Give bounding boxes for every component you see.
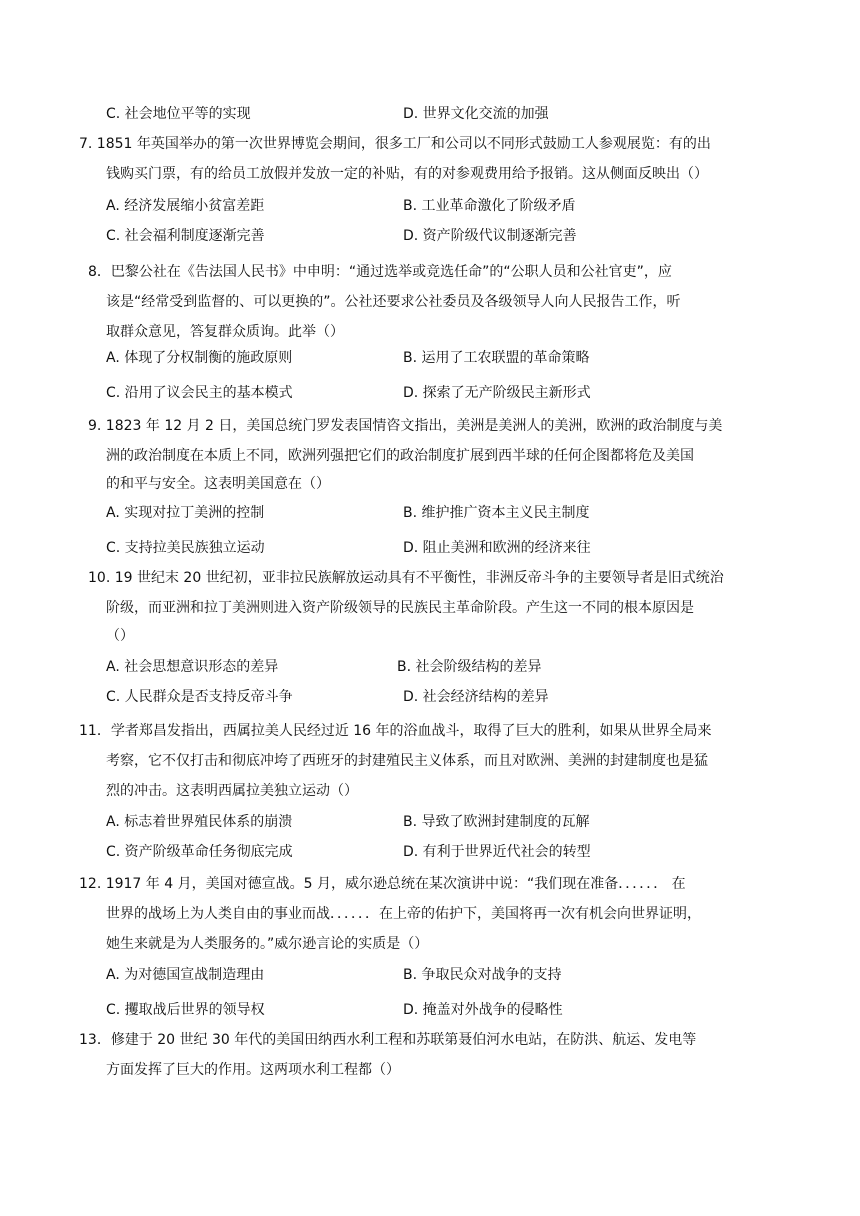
option-a: A. 标志着世界殖民体系的崩溃 bbox=[106, 814, 293, 830]
option-b: B. 导致了欧洲封建制度的瓦解 bbox=[403, 814, 590, 830]
option-a: A. 实现对拉丁美洲的控制 bbox=[106, 505, 265, 521]
option-b: B. 争取民众对战争的支持 bbox=[403, 967, 562, 983]
question-11-text: 11．学者郑昌发指出，西属拉美人民经过近 16 年的浴血战斗，取得了巨大的胜利，如果从世界全局来 bbox=[79, 723, 712, 739]
option-d: D. 掩盖对外战争的侵略性 bbox=[403, 1002, 563, 1018]
option-d: D. 资产阶级代议制逐渐完善 bbox=[403, 228, 577, 244]
question-8-text: 该是“经常受到监督的、可以更换的”。公社还要求公社委员及各级领导人向人民报告工作，听 bbox=[106, 294, 681, 310]
question-12-text: 世界的战场上为人类自由的事业而战．．．．．．在上帝的佑护下，美国将再一次有机会向世界证明， bbox=[106, 906, 701, 922]
question-11-text: 考察，它不仅打击和彻底冲垮了西班牙的封建殖民主义体系，而且对欧洲、美洲的封建制度也是猛 bbox=[106, 753, 708, 769]
option-d: D. 社会经济结构的差异 bbox=[403, 689, 549, 705]
question-8-text: 取群众意见，答复群众质询。此举（） bbox=[106, 324, 344, 340]
option-c: C. 人民群众是否支持反帝斗争 bbox=[106, 689, 293, 705]
option-c: C. 攫取战后世界的领导权 bbox=[106, 1002, 265, 1018]
question-9-text: 洲的政治制度在本质上不同，欧洲列强把它们的政治制度扩展到西半球的任何企图都将危及美国 bbox=[106, 448, 694, 464]
option-d: D. 阻止美洲和欧洲的经济来往 bbox=[403, 540, 591, 556]
option-a: A. 为对德国宣战制造理由 bbox=[106, 967, 265, 983]
option-c: C. 沿用了议会民主的基本模式 bbox=[106, 385, 293, 401]
question-11-text: 烈的冲击。这表明西属拉美独立运动（） bbox=[106, 783, 358, 799]
option-a: A. 经济发展缩小贫富差距 bbox=[106, 198, 265, 214]
question-10-text: （） bbox=[106, 628, 134, 644]
question-10-text: 阶级，而亚洲和拉丁美洲则进入资产阶级领导的民族民主革命阶段。产生这一不同的根本原因是 bbox=[106, 600, 694, 616]
option-b: B. 维护推广资本主义民主制度 bbox=[403, 505, 590, 521]
question-13-text: 13．修建于 20 世纪 30 年代的美国田纳西水利工程和苏联第聂伯河水电站，在防洪、航运、发电等 bbox=[79, 1032, 697, 1048]
question-9-text: 的和平与安全。这表明美国意在（） bbox=[106, 476, 330, 492]
question-9-text: 9. 1823 年 12 月 2 日，美国总统门罗发表国情咨文指出，美洲是美洲人的美洲，欧洲的政治制度与美 bbox=[88, 418, 723, 434]
question-12-text: 她生来就是为人类服务的。”威尔逊言论的实质是（） bbox=[106, 936, 429, 952]
option-c: C. 资产阶级革命任务彻底完成 bbox=[106, 844, 293, 860]
option-b: B. 社会阶级结构的差异 bbox=[397, 659, 542, 675]
option-b: B. 工业革命激化了阶级矛盾 bbox=[403, 198, 576, 214]
option-d: D. 有利于世界近代社会的转型 bbox=[403, 844, 591, 860]
option-b: B. 运用了工农联盟的革命策略 bbox=[403, 350, 590, 366]
question-8-text: 8．巴黎公社在《告法国人民书》中申明：“通过选举或竞选任命”的“公职人员和公社官吏”，应 bbox=[88, 264, 672, 280]
option-c: C. 支持拉美民族独立运动 bbox=[106, 540, 265, 556]
option-d: D. 世界文化交流的加强 bbox=[403, 106, 549, 122]
question-7-text: 钱购买门票，有的给员工放假并发放一定的补贴，有的对参观费用给予报销。这从侧面反映出（） bbox=[106, 166, 708, 182]
option-c: C. 社会地位平等的实现 bbox=[106, 106, 251, 122]
option-a: A. 体现了分权制衡的施政原则 bbox=[106, 350, 293, 366]
option-c: C. 社会福利制度逐渐完善 bbox=[106, 228, 265, 244]
question-7-text: 7. 1851 年英国举办的第一次世界博览会期间，很多工厂和公司以不同形式鼓励工人参观展览：有的出 bbox=[79, 136, 711, 152]
option-a: A. 社会思想意识形态的差异 bbox=[106, 659, 279, 675]
question-12-text: 12. 1917 年 4 月，美国对德宣战。5 月，威尔逊总统在某次演讲中说：“我们现在准备．．．．．． 在 bbox=[79, 876, 686, 892]
question-10-text: 10. 19 世纪末 20 世纪初，亚非拉民族解放运动具有不平衡性，非洲反帝斗争的主要领导者是旧式统治 bbox=[88, 570, 724, 586]
option-d: D. 探索了无产阶级民主新形式 bbox=[403, 385, 591, 401]
question-13-text: 方面发挥了巨大的作用。这两项水利工程都（） bbox=[106, 1062, 400, 1078]
